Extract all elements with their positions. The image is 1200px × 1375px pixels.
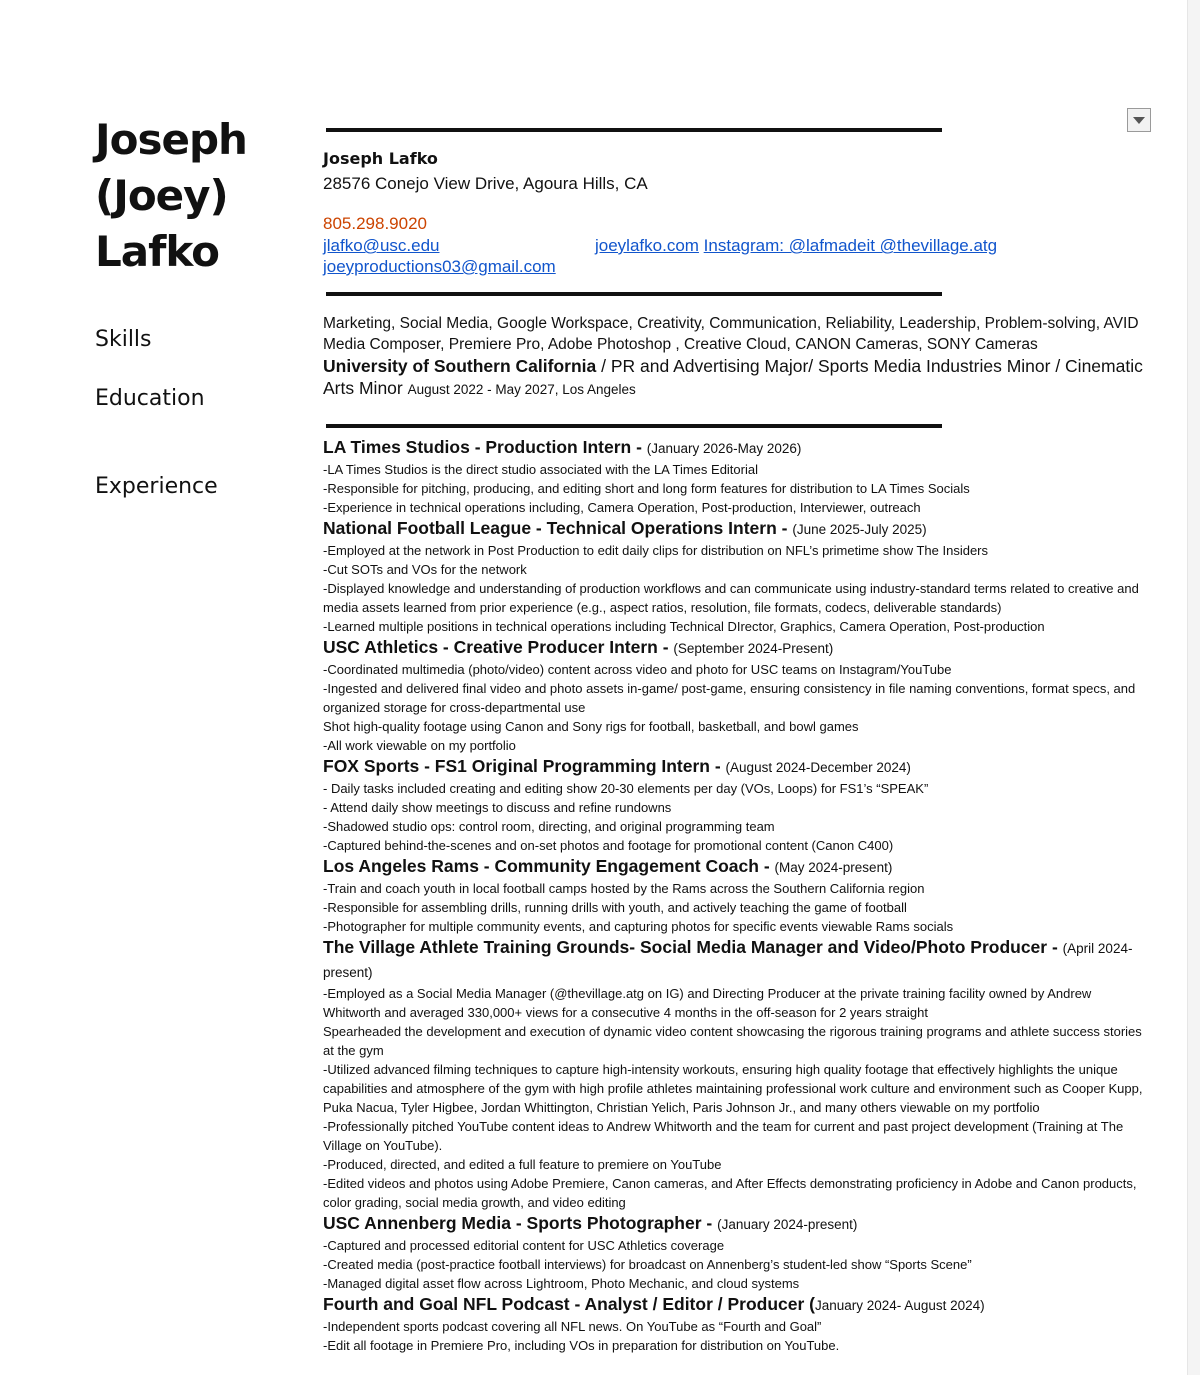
experience-list [323, 436, 1149, 1355]
education-entry [323, 355, 1149, 401]
job-bullet: -Employed at the network in Post Production to edit daily clips for distribution on NFL’s primetime show The Insiders [323, 543, 988, 558]
education-dates: August 2022 - May 2027, Los Angeles [407, 382, 636, 397]
contact-phone: 805.298.9020 [323, 214, 427, 233]
job-bullet: -Edit all footage in Premiere Pro, including VOs in preparation for distribution on YouTube. [323, 1338, 840, 1353]
job-title [323, 1212, 1149, 1236]
experience-heading: Experience [95, 474, 218, 499]
job-bullet: -Train and coach youth in local football camps hosted by the Rams across the Southern California region [323, 881, 925, 896]
job-entry [323, 1293, 1149, 1355]
education-program: / PR and Advertising Major/ Sports Media Industries Minor / Cinematic Arts Minor [323, 356, 1143, 398]
job-bullet: -Experience in technical operations including, Camera Operation, Post-production, Interviewer, outreach [323, 500, 921, 515]
job-bullet: -Created media (post-practice football interviews) for broadcast on Annenberg’s student-led show “Sports Scene” [323, 1257, 972, 1272]
job-bullet: -Photographer for multiple community events, and capturing photos for specific events viewable Rams socials [323, 919, 954, 934]
contact-address: 28576 Conejo View Drive, Agoura Hills, CA [323, 174, 648, 193]
job-entry [323, 936, 1149, 1212]
job-bullet: -Edited videos and photos using Adobe Premiere, Canon cameras, and After Effects demonstrating proficiency in Adobe and Canon products, color grading, social media growth, and video editing [323, 1176, 1137, 1210]
job-entry [323, 517, 1149, 636]
job-bullet: Shot high-quality footage using Canon and Sony rigs for football, basketball, and bowl games [323, 719, 859, 734]
job-bullet: - Daily tasks included creating and editing show 20-30 elements per day (VOs, Loops) for FS1’s “SPEAK” [323, 781, 929, 796]
job-bullet: -Professionally pitched YouTube content ideas to Andrew Whitworth and the team for current and past project development (Training at The Village on YouTube). [323, 1119, 1124, 1153]
divider-bottom [326, 424, 942, 428]
job-dates: (June 2025-July 2025) [792, 522, 927, 537]
scrollbar[interactable] [1187, 0, 1200, 1375]
job-bullet: -Responsible for pitching, producing, and editing short and long form features for distribution to LA Times Socials [323, 481, 970, 496]
job-title [323, 436, 1149, 460]
job-dates: (January 2026-May 2026) [646, 441, 802, 456]
job-title-text: LA Times Studios - Production Intern - [323, 437, 647, 457]
skills-text: Marketing, Social Media, Google Workspace, Creativity, Communication, Reliability, Leadership, Problem-solving, AVID Media Composer, Premiere Pro, Adobe Photoshop , Creative Cloud, CANON Cameras, SONY Cameras [323, 315, 1139, 353]
job-bullet: -Captured and processed editorial content for USC Athletics coverage [323, 1238, 725, 1253]
job-bullet: -Employed as a Social Media Manager (@thevillage.atg on IG) and Directing Producer at the private training facility owned by Andrew Whitworth and averaged 330,000+ views for a consecutive 4 months in the off-season for 2 years straight [323, 986, 1092, 1020]
job-title-text: Los Angeles Rams - Community Engagement Coach - [323, 856, 775, 876]
job-entry [323, 855, 1149, 936]
job-title-text: Fourth and Goal NFL Podcast - Analyst / Editor / Producer ( [323, 1294, 815, 1314]
job-bullet: -Captured behind-the-scenes and on-set photos and footage for promotional content (Canon C400) [323, 838, 894, 853]
website-link[interactable]: joeylafko.com [595, 236, 699, 255]
job-bullet: - Attend daily show meetings to discuss and refine rundowns [323, 800, 672, 815]
web-links [595, 236, 997, 256]
job-title [323, 636, 1149, 660]
divider-middle [326, 292, 942, 296]
job-entry [323, 755, 1149, 855]
job-entry [323, 436, 1149, 517]
job-title [323, 517, 1149, 541]
job-bullet: -All work viewable on my portfolio [323, 738, 516, 753]
email-primary-link[interactable]: jlafko@usc.edu [323, 236, 440, 255]
job-bullet: -Produced, directed, and edited a full feature to premiere on YouTube [323, 1157, 722, 1172]
chevron-down-icon [1128, 109, 1150, 131]
name-line: (Joey) [95, 171, 228, 220]
skills-heading: Skills [95, 327, 152, 352]
contact-name: Joseph Lafko [323, 149, 438, 168]
job-bullet: -Learned multiple positions in technical operations including Technical DIrector, Graphics, Camera Operation, Post-production [323, 619, 1045, 634]
job-bullet: -Managed digital asset flow across Lightroom, Photo Mechanic, and cloud systems [323, 1276, 800, 1291]
job-bullet: -Shadowed studio ops: control room, directing, and original programming team [323, 819, 775, 834]
job-bullet: Spearheaded the development and execution of dynamic video content showcasing the rigorous training programs and athlete success stories at the gym [323, 1024, 1142, 1058]
job-title [323, 855, 1149, 879]
job-bullet: -Cut SOTs and VOs for the network [323, 562, 527, 577]
name-line: Lafko [95, 227, 220, 276]
job-bullet: -Ingested and delivered final video and photo assets in-game/ post-game, ensuring consistency in file naming conventions, format specs, and organized storage for cross-departmental use [323, 681, 1136, 715]
job-dates: (September 2024-Present) [673, 641, 834, 656]
job-dates: (April 2024-present) [323, 941, 1133, 980]
job-bullet: -LA Times Studios is the direct studio associated with the LA Times Editorial [323, 462, 758, 477]
job-bullet: -Responsible for assembling drills, running drills with youth, and actively teaching the game of football [323, 900, 907, 915]
resume-name [95, 112, 315, 280]
job-title [323, 936, 1149, 984]
job-title-text: The Village Athlete Training Grounds- Social Media Manager and Video/Photo Producer - [323, 937, 1063, 957]
job-dates: January 2024- August 2024) [815, 1298, 985, 1313]
job-entry [323, 1212, 1149, 1293]
job-title-text: USC Athletics - Creative Producer Intern - [323, 637, 674, 657]
education-heading: Education [95, 386, 205, 411]
job-bullet: -Utilized advanced filming techniques to capture high-intensity workouts, ensuring high quality footage that effectively highlights the unique capabilities and atmosphere of the gym with high profile athletes maintaining professional work culture and environment such as Cooper Kupp, Puka Nacua, Tyler Higbee, Jordan Whittington, Christian Yelich, Paris Johnson Jr., and many others viewable on my portfolio [323, 1062, 1143, 1115]
instagram-link[interactable]: Instagram: @lafmadeit @thevillage.atg [703, 236, 998, 255]
job-title-text: USC Annenberg Media - Sports Photographer - [323, 1213, 718, 1233]
job-title-text: National Football League - Technical Operations Intern - [323, 518, 793, 538]
job-dates: (January 2024-present) [717, 1217, 858, 1232]
job-entry [323, 636, 1149, 755]
job-dates: (August 2024-December 2024) [725, 760, 911, 775]
job-title [323, 755, 1149, 779]
divider-top [326, 128, 942, 132]
job-bullet: -Independent sports podcast covering all NFL news. On YouTube as “Fourth and Goal” [323, 1319, 822, 1334]
job-bullet: -Displayed knowledge and understanding of production workflows and can communicate using industry-standard terms related to creative and media assets learned from prior experience (e.g., aspect ratios, resolution, file formats, codecs, deliverable standards) [323, 581, 1139, 615]
email-secondary-link[interactable]: joeyproductions03@gmail.com [323, 257, 556, 276]
job-bullet: -Coordinated multimedia (photo/video) content across video and photo for USC teams on Instagram/YouTube [323, 662, 952, 677]
education-school: University of Southern California [323, 356, 597, 376]
job-title [323, 1293, 1149, 1317]
job-title-text: FOX Sports - FS1 Original Programming Intern - [323, 756, 726, 776]
name-line: Joseph [95, 115, 247, 164]
job-dates: (May 2024-present) [774, 860, 893, 875]
dropdown-toggle[interactable] [1127, 108, 1151, 132]
